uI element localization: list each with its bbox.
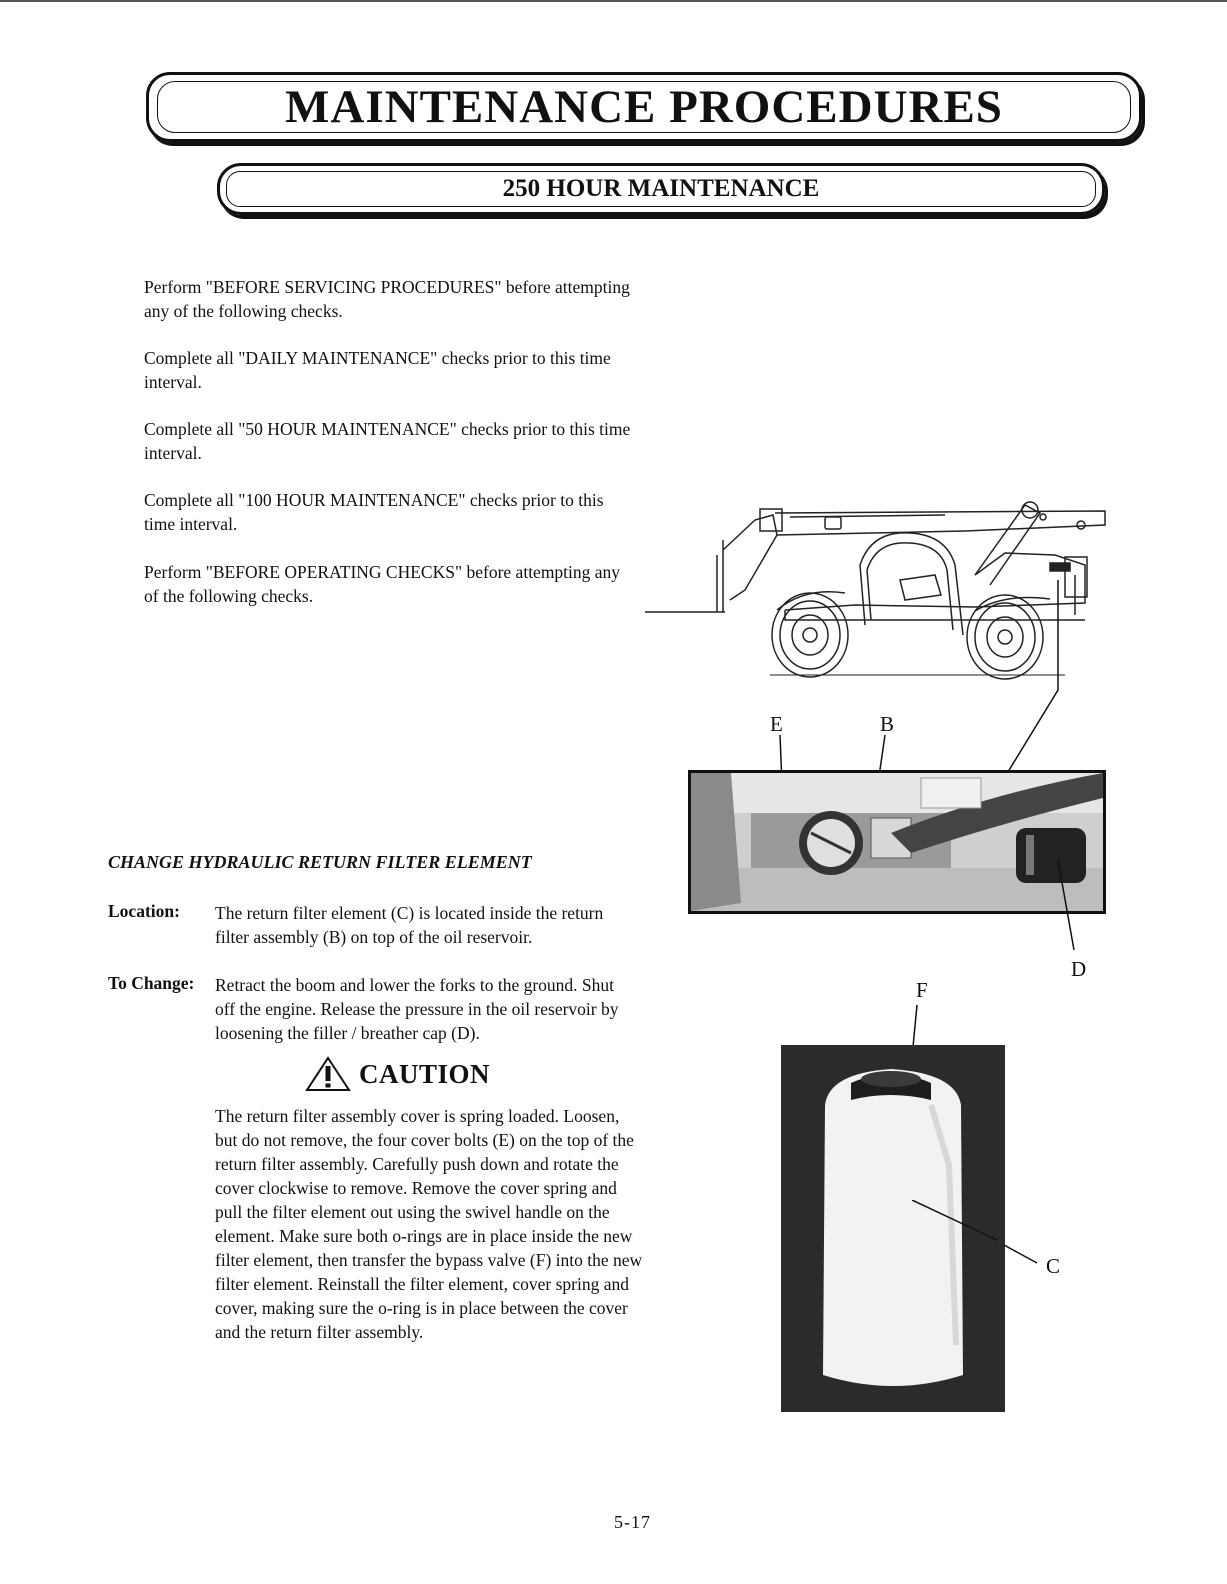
- figure-label-e: E: [770, 712, 783, 736]
- page-subtitle: 250 HOUR MAINTENANCE: [502, 175, 820, 202]
- figure-label-b: B: [880, 712, 895, 736]
- reservoir-photo-drawing: [691, 773, 1103, 911]
- to-change-label: To Change:: [108, 973, 195, 993]
- figure-label-c: C: [1046, 1254, 1061, 1278]
- section-title: CHANGE HYDRAULIC RETURN FILTER ELEMENT: [108, 852, 532, 872]
- intro-paragraph-3: Complete all "50 HOUR MAINTENANCE" checks prior to this time interval.: [144, 419, 631, 463]
- leader-line-d: [1050, 860, 1090, 955]
- caution-heading: [305, 1056, 490, 1092]
- figure-label-f: F: [916, 978, 928, 1002]
- main-title-banner: [146, 72, 1142, 142]
- warning-triangle-icon: [305, 1056, 351, 1092]
- subtitle-banner: [217, 163, 1105, 215]
- intro-paragraph-1: Perform "BEFORE SERVICING PROCEDURES" before attempting any of the following checks.: [144, 277, 630, 321]
- location-text: The return filter element (C) is located inside the return filter assembly (B) on top of the oil reservoir.: [215, 903, 604, 947]
- page-title: MAINTENANCE PROCEDURES: [285, 81, 1003, 133]
- reservoir-photo: [688, 770, 1106, 914]
- location-label: Location:: [108, 901, 180, 921]
- page-number: 5-17: [614, 1512, 651, 1532]
- caution-word: CAUTION: [359, 1058, 491, 1089]
- to-change-text: Retract the boom and lower the forks to the ground. Shut off the engine. Release the pressure in the oil reservoir by loosening the filler / breather cap (D).: [215, 975, 619, 1043]
- intro-paragraph-4: Complete all "100 HOUR MAINTENANCE" checks prior to this time interval.: [144, 490, 604, 534]
- leader-line-c: [912, 1200, 1042, 1270]
- figure-label-d: D: [1071, 957, 1087, 981]
- leader-line-f: [905, 1005, 925, 1050]
- leader-line-telehandler: [980, 560, 1080, 790]
- caution-text: The return filter assembly cover is spring loaded. Loosen, but do not remove, the four cover bolts (E) on the top of the return filter assembly. Carefully push down and rotate the cover clockwise to remove. Remove the cover spring and pull the filter element out using the swivel handle on the element. Make sure both o-rings are in place inside the new filter element, then transfer the bypass valve (F) into the new filter element. Reinstall the filter element, cover spring and cover, making sure the o-ring is in place between the cover and the return filter assembly.: [215, 1106, 643, 1342]
- intro-paragraph-5: Perform "BEFORE OPERATING CHECKS" before attempting any of the following checks.: [144, 562, 621, 606]
- top-rule: [0, 0, 1227, 2]
- intro-paragraph-2: Complete all "DAILY MAINTENANCE" checks prior to this time interval.: [144, 348, 611, 392]
